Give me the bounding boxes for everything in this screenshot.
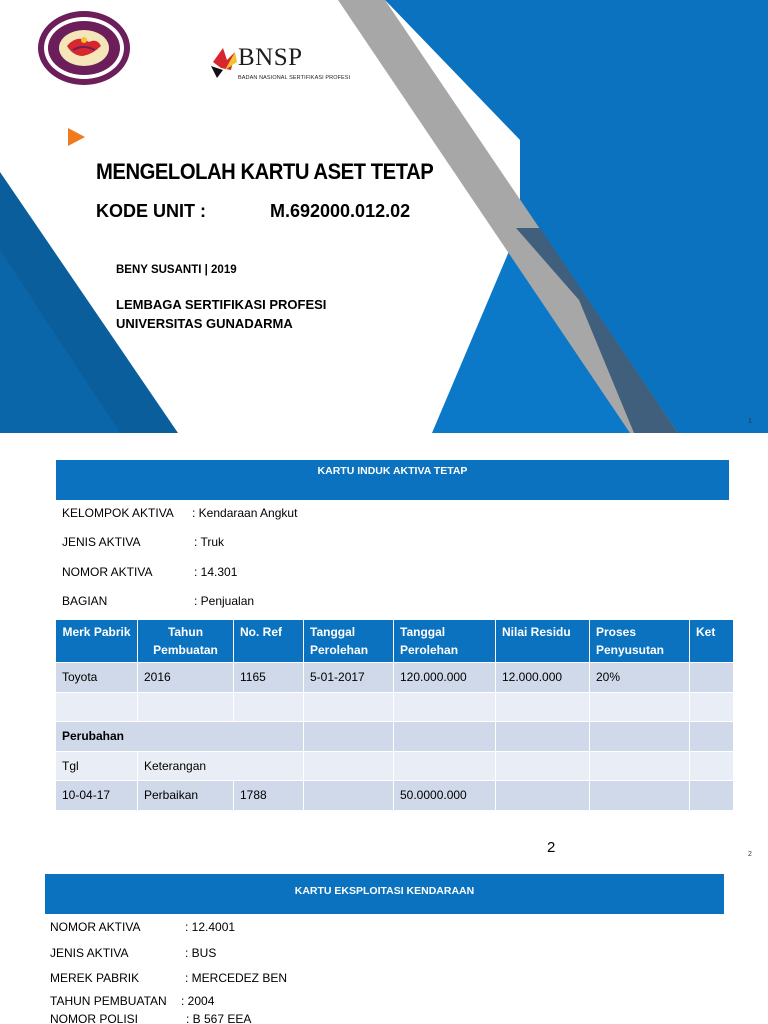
column-header: Tanggal Perolehan: [394, 620, 496, 663]
slide-3: [0, 866, 768, 1024]
table-row: [56, 663, 734, 693]
column-header: Ket: [690, 620, 734, 663]
column-header: Nilai Residu: [496, 620, 590, 663]
table-row: [56, 722, 734, 752]
table-cell: Tgl: [56, 751, 138, 781]
table-cell: [590, 781, 690, 811]
table-row: [56, 692, 734, 722]
info-label-tahun: TAHUN PEMBUATAN: [50, 994, 167, 1008]
table-row: [56, 751, 734, 781]
table-cell: [394, 722, 496, 752]
bnsp-logo-text: BNSP: [238, 44, 303, 71]
table-cell: [590, 692, 690, 722]
slide-2: [0, 433, 768, 866]
institution-line-2: UNIVERSITAS GUNADARMA: [116, 316, 293, 331]
table-cell: 10-04-17: [56, 781, 138, 811]
page-number: 2: [748, 851, 752, 858]
header-title: KARTU INDUK AKTIVA TETAP: [317, 465, 468, 477]
page-number: 1: [748, 418, 752, 425]
info-value-polisi: : B 567 EEA: [186, 1012, 252, 1024]
slide-label: 2: [547, 839, 556, 856]
slide-1: [0, 0, 768, 433]
table-cell: [690, 781, 734, 811]
table-cell: [56, 692, 138, 722]
info-label-polisi: NOMOR POLISI: [50, 1012, 139, 1024]
info-value-jenis: : BUS: [185, 946, 217, 960]
table-cell: [304, 692, 394, 722]
info-value-nomor: : 14.301: [194, 565, 238, 579]
table-header-row: [56, 620, 734, 663]
info-label-jenis: JENIS AKTIVA: [50, 946, 129, 960]
column-header: Tahun Pembuatan: [138, 620, 234, 663]
info-label-kelompok: KELOMPOK AKTIVA: [62, 506, 174, 520]
info-label-nomor: NOMOR AKTIVA: [62, 565, 153, 579]
table-row: [56, 781, 734, 811]
table-cell: Keterangan: [138, 751, 304, 781]
info-value-jenis: : Truk: [194, 535, 225, 549]
table-cell: 120.000.000: [394, 663, 496, 693]
gunadarma-logo: [37, 10, 131, 86]
table-cell: [138, 692, 234, 722]
table-cell: [590, 751, 690, 781]
column-header: Tanggal Perolehan: [304, 620, 394, 663]
info-label-merek: MEREK PABRIK: [50, 971, 140, 985]
table-cell: 2016: [138, 663, 234, 693]
header-title: KARTU EKSPLOITASI KENDARAAN: [294, 885, 475, 897]
table-cell: 1788: [234, 781, 304, 811]
header-bar: [45, 874, 724, 914]
table-cell: Toyota: [56, 663, 138, 693]
info-label-jenis: JENIS AKTIVA: [62, 535, 141, 549]
info-label-bagian: BAGIAN: [62, 594, 108, 608]
column-header: Proses Penyusutan: [590, 620, 690, 663]
table-cell: [394, 692, 496, 722]
kode-unit-value: M.692000.012.02: [270, 201, 411, 221]
bnsp-logo-subtext: BADAN NASIONAL SERTIFIKASI PROFESI: [238, 75, 351, 81]
table-cell: [394, 751, 496, 781]
info-value-kelompok: : Kendaraan Angkut: [192, 506, 298, 520]
table-cell: 50.0000.000: [394, 781, 496, 811]
table-cell: [690, 751, 734, 781]
author-line: BENY SUSANTI | 2019: [116, 264, 237, 276]
info-value-nomor: : 12.4001: [185, 920, 236, 934]
table-cell: [234, 692, 304, 722]
table-cell: [496, 751, 590, 781]
institution-line-1: LEMBAGA SERTIFIKASI PROFESI: [116, 297, 327, 312]
table-cell: [304, 751, 394, 781]
column-header: No. Ref: [234, 620, 304, 663]
table-cell: [496, 781, 590, 811]
slide-title: MENGELOLAH KARTU ASET TETAP: [96, 159, 434, 184]
table-cell: [690, 692, 734, 722]
kode-unit-label: KODE UNIT :: [96, 201, 206, 221]
table-cell: [496, 692, 590, 722]
table-cell: [496, 722, 590, 752]
info-value-bagian: : Penjualan: [194, 594, 255, 608]
orange-arrow-icon: [68, 128, 85, 146]
table-cell-perubahan: Perubahan: [56, 722, 304, 752]
table-cell: [590, 722, 690, 752]
table-cell: 20%: [590, 663, 690, 693]
table-cell: [690, 722, 734, 752]
table-cell: [690, 663, 734, 693]
table-cell: 5-01-2017: [304, 663, 394, 693]
info-label-nomor: NOMOR AKTIVA: [50, 920, 141, 934]
info-value-merek: : MERCEDEZ BEN: [185, 971, 288, 985]
table-cell: [304, 722, 394, 752]
table-cell: Perbaikan: [138, 781, 234, 811]
table-cell: 12.000.000: [496, 663, 590, 693]
table-cell: 1165: [234, 663, 304, 693]
header-bar: [56, 460, 729, 500]
asset-table: [55, 619, 734, 811]
info-value-tahun: : 2004: [181, 994, 215, 1008]
table-cell: [304, 781, 394, 811]
column-header: Merk Pabrik: [56, 620, 138, 663]
